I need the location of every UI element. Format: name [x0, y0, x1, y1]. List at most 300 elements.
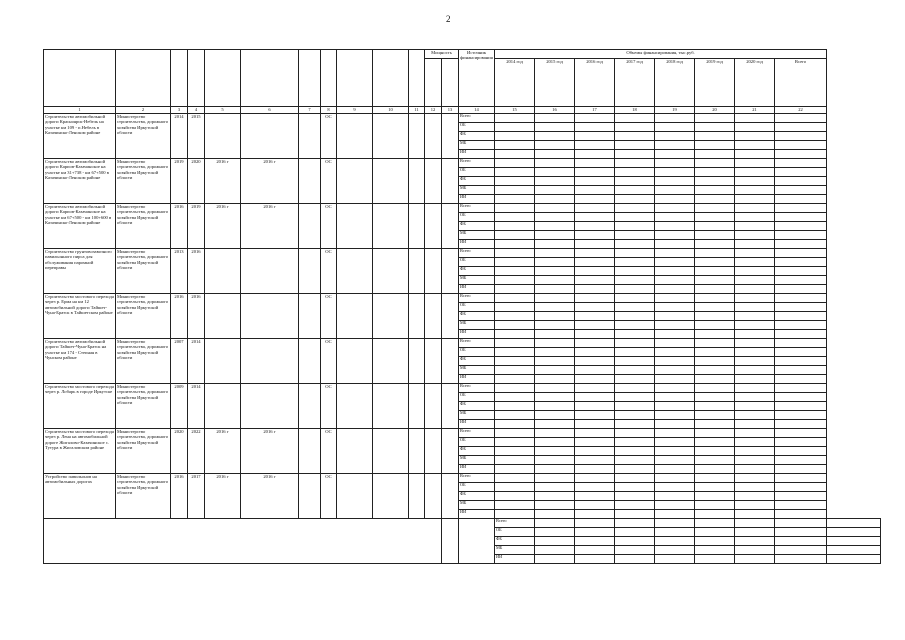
funding-value [695, 240, 735, 249]
funding-value [775, 159, 827, 168]
funding-value [575, 384, 615, 393]
funding-value [775, 186, 827, 195]
funding-value [775, 276, 827, 285]
funding-value [735, 213, 775, 222]
funding-value [535, 348, 575, 357]
funding-value [695, 213, 735, 222]
funding-value [615, 546, 655, 555]
funding-source: МБ [459, 231, 495, 240]
column-number: 22 [775, 107, 827, 114]
funding-value [615, 555, 655, 564]
funding-value [655, 294, 695, 303]
year-2020: 2020 год [735, 59, 775, 107]
funding-source: МБ [459, 276, 495, 285]
header-doc [205, 50, 241, 107]
design-doc [205, 114, 241, 159]
funding-value [735, 510, 775, 519]
year-total: Всего [775, 59, 827, 107]
funding-value [615, 384, 655, 393]
end-year: 2016 [188, 294, 205, 339]
funding-value [655, 474, 695, 483]
funding-value [575, 312, 615, 321]
funding-value [495, 150, 535, 159]
estimated-cost [337, 339, 373, 384]
start-year: 2016 [171, 294, 188, 339]
funding-value [655, 375, 695, 384]
project-name: Строительство мостового перехода через р. Ерма на км 12 автомобильной дороги Тайшет-Чуна-Братск в Тайшетском районе [44, 294, 116, 339]
funding-value [615, 267, 655, 276]
estimated-cost [337, 159, 373, 204]
funding-value [735, 276, 775, 285]
funding-value [495, 510, 535, 519]
funding-value [655, 348, 695, 357]
funding-value [655, 204, 695, 213]
funding-value [655, 393, 695, 402]
funding-value [655, 366, 695, 375]
ownership: ОС [321, 384, 337, 429]
funding-value [735, 141, 775, 150]
expertise [241, 114, 299, 159]
funding-value [615, 366, 655, 375]
funding-value [615, 114, 655, 123]
funding-value [575, 141, 615, 150]
funding-value [615, 249, 655, 258]
funding-value [655, 321, 695, 330]
funding-source: ОБ [459, 213, 495, 222]
funding-value [495, 159, 535, 168]
funding-value [655, 186, 695, 195]
funding-source: ОБ [495, 528, 535, 537]
funding-value [775, 321, 827, 330]
funding-value [655, 528, 695, 537]
table-row [44, 159, 881, 168]
design-doc: 2016 г [205, 204, 241, 249]
funding-value [495, 141, 535, 150]
funding-value [775, 483, 827, 492]
funding-value [735, 393, 775, 402]
funding-value [735, 249, 775, 258]
funding-value [775, 393, 827, 402]
funding-value [735, 240, 775, 249]
funding-value [495, 411, 535, 420]
funding-value [535, 312, 575, 321]
start-year: 2016 [171, 204, 188, 249]
table-row [44, 474, 881, 483]
funding-source: ФБ [459, 357, 495, 366]
estimated-cost [337, 429, 373, 474]
funding-value [655, 339, 695, 348]
funding-value [495, 456, 535, 465]
funding-value [735, 186, 775, 195]
capacity-pm [442, 474, 459, 519]
funding-value [495, 267, 535, 276]
header-expertise [241, 50, 299, 107]
funding-value [535, 474, 575, 483]
funding-value [535, 150, 575, 159]
funding-value [535, 141, 575, 150]
header-cost [337, 50, 373, 107]
year-2016: 2016 год [575, 59, 615, 107]
form-type [299, 249, 321, 294]
funding-value [775, 312, 827, 321]
estimated-cost [337, 384, 373, 429]
start-year: 2007 [171, 339, 188, 384]
funding-value [575, 510, 615, 519]
funding-value [735, 483, 775, 492]
funding-value [495, 222, 535, 231]
capacity-km [425, 114, 442, 159]
funding-value [575, 438, 615, 447]
design-doc: 2016 г [205, 429, 241, 474]
form-type [299, 429, 321, 474]
funding-value [495, 465, 535, 474]
start-year: 2016 [171, 474, 188, 519]
funding-value [535, 465, 575, 474]
funding-value [575, 546, 615, 555]
column-number: 11 [409, 107, 425, 114]
funding-value [575, 231, 615, 240]
funding-value [695, 303, 735, 312]
funding-value [695, 267, 735, 276]
funding-value [535, 429, 575, 438]
funding-value [775, 123, 827, 132]
capacity-km [425, 294, 442, 339]
readiness [409, 429, 425, 474]
funding-value [695, 321, 735, 330]
funding-value [775, 366, 827, 375]
funding-source: Всего [495, 519, 535, 528]
customer: Министерство строительства, дорожного хозяйства Иркутской области [116, 474, 171, 519]
ownership: ОС [321, 204, 337, 249]
funding-value [655, 465, 695, 474]
capacity-pm [442, 384, 459, 429]
funding-value [575, 501, 615, 510]
funding-value [535, 168, 575, 177]
funding-source: ОБ [459, 438, 495, 447]
readiness [409, 249, 425, 294]
funding-value [655, 456, 695, 465]
funding-value [775, 330, 827, 339]
funding-value [615, 411, 655, 420]
column-number: 9 [337, 107, 373, 114]
funding-value [735, 177, 775, 186]
remaining-cost [373, 249, 409, 294]
project-name: Строительство мостового перехода через р. Лена на автомобильной дороге Жигалово-Казачинское с. Тутура в Жигаловском районе [44, 429, 116, 474]
funding-source: Всего [459, 384, 495, 393]
funding-value [575, 420, 615, 429]
funding-source: ИИ [459, 420, 495, 429]
funding-value [735, 132, 775, 141]
funding-value [495, 438, 535, 447]
funding-value [735, 546, 775, 555]
design-doc [205, 339, 241, 384]
funding-value [827, 555, 881, 564]
funding-value [695, 159, 735, 168]
funding-value [695, 249, 735, 258]
funding-value [495, 285, 535, 294]
funding-value [735, 204, 775, 213]
start-year: 2014 [171, 114, 188, 159]
funding-value [655, 357, 695, 366]
project-name: Устройство павильонов на автомобильных дорогах [44, 474, 116, 519]
funding-value [615, 258, 655, 267]
funding-source: ИИ [495, 555, 535, 564]
column-number: 12 [425, 107, 442, 114]
funding-value [775, 438, 827, 447]
funding-value [495, 339, 535, 348]
funding-value [535, 384, 575, 393]
funding-value [735, 357, 775, 366]
funding-value [655, 537, 695, 546]
funding-value [495, 294, 535, 303]
funding-source: ФБ [459, 312, 495, 321]
funding-value [535, 456, 575, 465]
funding-value [775, 294, 827, 303]
funding-value [655, 159, 695, 168]
header-funding-volume: Объемы финансирования, тыс.руб. [495, 50, 827, 59]
funding-source: ИИ [459, 375, 495, 384]
funding-value [827, 519, 881, 528]
header-capacity-unit [425, 59, 442, 107]
capacity-km [425, 384, 442, 429]
funding-value [775, 267, 827, 276]
project-name: Строительство мостового перехода через р. Лобарь в городе Иркутске [44, 384, 116, 429]
funding-value [535, 186, 575, 195]
funding-value [535, 420, 575, 429]
end-year: 2015 [188, 114, 205, 159]
funding-value [775, 510, 827, 519]
funding-source: МБ [459, 366, 495, 375]
funding-value [775, 132, 827, 141]
funding-value [695, 339, 735, 348]
funding-value [735, 474, 775, 483]
readiness [409, 204, 425, 249]
funding-value [575, 150, 615, 159]
funding-value [575, 186, 615, 195]
funding-value [615, 537, 655, 546]
expertise: 2016 г [241, 474, 299, 519]
funding-value [575, 483, 615, 492]
funding-value [575, 339, 615, 348]
funding-value [695, 204, 735, 213]
funding-value [615, 330, 655, 339]
funding-value [575, 366, 615, 375]
funding-value [655, 231, 695, 240]
funding-value [615, 339, 655, 348]
funding-source: ФБ [459, 447, 495, 456]
funding-source: ИИ [459, 510, 495, 519]
funding-value [655, 312, 695, 321]
funding-value [735, 303, 775, 312]
funding-value [495, 501, 535, 510]
funding-value [495, 213, 535, 222]
capacity-pm [442, 294, 459, 339]
funding-value [827, 537, 881, 546]
funding-value [735, 348, 775, 357]
funding-value [735, 501, 775, 510]
estimated-cost [337, 294, 373, 339]
funding-value [535, 222, 575, 231]
funding-value [615, 168, 655, 177]
design-doc [205, 294, 241, 339]
funding-value [775, 150, 827, 159]
funding-value [655, 546, 695, 555]
funding-value [775, 492, 827, 501]
project-name: Строительство автомобильной дороги Карпов-Казачинское на участке км 31+738 - км 67+500 в Казачинско-Ленском районе [44, 159, 116, 204]
funding-value [735, 528, 775, 537]
funding-source: ФБ [459, 267, 495, 276]
remaining-cost [373, 429, 409, 474]
readiness [409, 114, 425, 159]
funding-value [655, 330, 695, 339]
funding-source: ИИ [459, 195, 495, 204]
page-number: 2 [446, 14, 451, 24]
funding-value [735, 114, 775, 123]
column-number: 3 [171, 107, 188, 114]
funding-value [735, 447, 775, 456]
funding-value [695, 177, 735, 186]
column-number: 19 [655, 107, 695, 114]
funding-value [615, 429, 655, 438]
funding-value [655, 267, 695, 276]
funding-value [495, 186, 535, 195]
funding-value [615, 123, 655, 132]
funding-value [655, 429, 695, 438]
funding-value [615, 474, 655, 483]
readiness [409, 159, 425, 204]
funding-value [695, 546, 735, 555]
funding-value [655, 303, 695, 312]
column-number: 4 [188, 107, 205, 114]
column-number-row [44, 107, 881, 114]
funding-value [695, 384, 735, 393]
funding-source: ИИ [459, 240, 495, 249]
funding-source: ОБ [459, 393, 495, 402]
funding-value [695, 474, 735, 483]
capacity-pm [442, 204, 459, 249]
header-form [299, 50, 321, 107]
funding-value [575, 474, 615, 483]
funding-value [535, 276, 575, 285]
funding-value [695, 114, 735, 123]
funding-value [775, 420, 827, 429]
funding-value [535, 240, 575, 249]
funding-source: ОБ [459, 168, 495, 177]
funding-source: МБ [459, 411, 495, 420]
funding-value [655, 276, 695, 285]
form-type [299, 384, 321, 429]
remaining-cost [373, 339, 409, 384]
funding-value [775, 465, 827, 474]
funding-value [575, 537, 615, 546]
funding-value [655, 519, 695, 528]
funding-value [535, 258, 575, 267]
funding-source: Всего [459, 474, 495, 483]
column-number: 13 [442, 107, 459, 114]
funding-value [575, 267, 615, 276]
column-number: 6 [241, 107, 299, 114]
capacity-pm [442, 429, 459, 474]
funding-value [695, 537, 735, 546]
form-type [299, 159, 321, 204]
estimated-cost [337, 474, 373, 519]
funding-source: ОБ [459, 303, 495, 312]
capacity-km [425, 159, 442, 204]
funding-value [695, 492, 735, 501]
funding-value [535, 510, 575, 519]
funding-value [695, 285, 735, 294]
funding-value [495, 303, 535, 312]
funding-value [615, 276, 655, 285]
funding-value [695, 402, 735, 411]
funding-value [655, 114, 695, 123]
funding-source: Всего [459, 204, 495, 213]
funding-source: ИИ [459, 465, 495, 474]
end-year: 2019 [188, 204, 205, 249]
column-number: 15 [495, 107, 535, 114]
funding-value [535, 330, 575, 339]
funding-value [735, 402, 775, 411]
funding-value [775, 537, 827, 546]
funding-value [615, 159, 655, 168]
header-remaining-cost [373, 50, 409, 107]
header-funding-source: Источник финансирования [459, 50, 495, 107]
funding-value [495, 204, 535, 213]
funding-source: ФБ [495, 537, 535, 546]
funding-value [655, 213, 695, 222]
total-label [44, 519, 442, 564]
funding-value [735, 231, 775, 240]
funding-value [535, 321, 575, 330]
column-number: 7 [299, 107, 321, 114]
funding-value [575, 258, 615, 267]
funding-value [495, 393, 535, 402]
funding-value [615, 177, 655, 186]
funding-value [695, 357, 735, 366]
funding-value [575, 159, 615, 168]
funding-value [735, 339, 775, 348]
header-name [44, 50, 116, 107]
funding-source: ОБ [459, 123, 495, 132]
funding-value [615, 519, 655, 528]
capacity-km [425, 474, 442, 519]
funding-value [735, 438, 775, 447]
funding-value [775, 528, 827, 537]
funding-value [735, 384, 775, 393]
funding-value [735, 294, 775, 303]
funding-value [615, 204, 655, 213]
funding-value [535, 339, 575, 348]
funding-value [575, 294, 615, 303]
form-type [299, 474, 321, 519]
expertise: 2016 г [241, 159, 299, 204]
header-row [44, 50, 881, 59]
funding-value [695, 456, 735, 465]
funding-value [695, 123, 735, 132]
funding-value [655, 483, 695, 492]
remaining-cost [373, 114, 409, 159]
funding-value [535, 231, 575, 240]
estimated-cost [337, 204, 373, 249]
funding-value [695, 132, 735, 141]
funding-value [495, 195, 535, 204]
funding-source: ОБ [459, 483, 495, 492]
funding-value [535, 123, 575, 132]
capacity-km [425, 204, 442, 249]
customer: Министерство строительства, дорожного хозяйства Иркутской области [116, 384, 171, 429]
header-customer [116, 50, 171, 107]
funding-value [615, 141, 655, 150]
